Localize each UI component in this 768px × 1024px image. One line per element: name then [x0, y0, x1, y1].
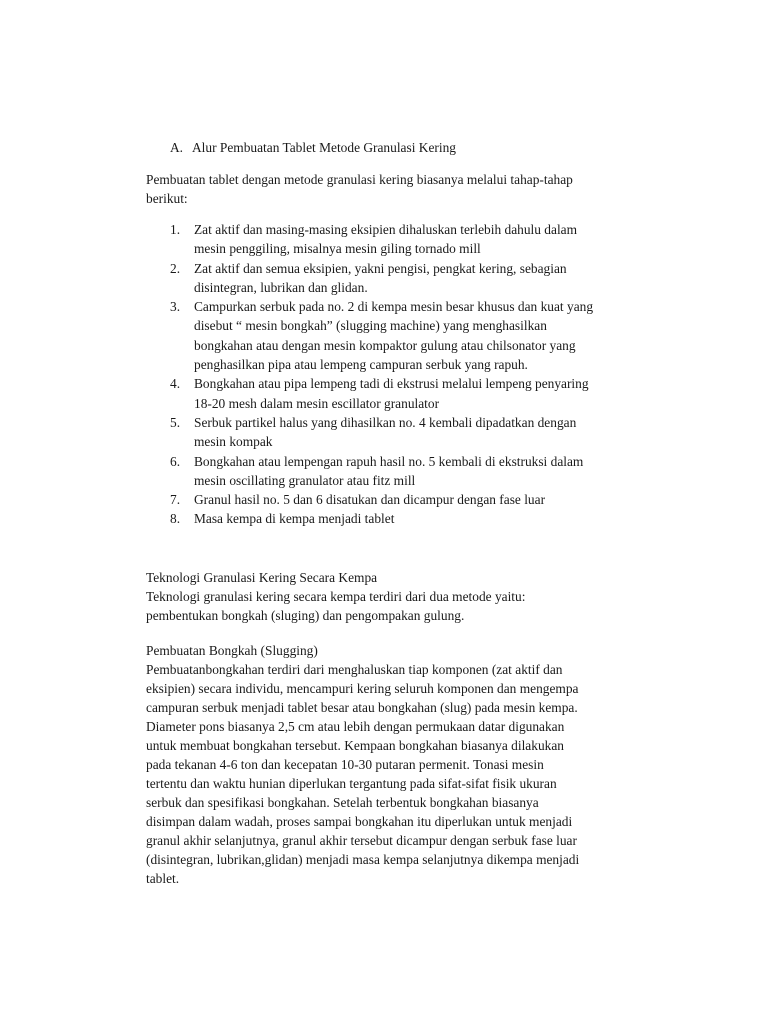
list-item-line: mesin penggiling, misalnya mesin giling tornado mill [194, 241, 481, 257]
list-number: 5. [170, 414, 181, 430]
list-item [146, 490, 666, 509]
list-number: 8. [170, 511, 181, 527]
list-item [146, 297, 666, 374]
list-item-line: Serbuk partikel halus yang dihasilkan no. 4 kembali dipadatkan dengan [194, 414, 577, 430]
list-item [146, 220, 666, 259]
list-item-line: Campurkan serbuk pada no. 2 di kempa mesin besar khusus dan kuat yang [194, 299, 594, 315]
paragraph-line: serbuk dan spesifikasi bongkahan. Setelah terbentuk bongkahan biasanya [146, 795, 539, 810]
list-item-line: Zat aktif dan semua eksipien, yakni pengisi, pengkat kering, sebagian [194, 260, 567, 276]
paragraph-line: pembentukan bongkah (sluging) dan pengompakan gulung. [146, 608, 465, 623]
list-item-line: Bongkahan atau pipa lempeng tadi di ekstrusi melalui lempeng penyaring [194, 376, 589, 392]
paragraph-line: Pembuatanbongkahan terdiri dari menghaluskan tiap komponen (zat aktif dan [146, 662, 563, 677]
list-number: 2. [170, 260, 181, 276]
section-heading [170, 138, 456, 157]
paragraph-line: eksipien) secara individu, mencampuri kering seluruh komponen dan mengempa [146, 681, 579, 696]
list-item-line: Bongkahan atau lempengan rapuh hasil no. 5 kembali di ekstruksi dalam [194, 453, 584, 469]
list-item [146, 259, 666, 298]
list-item [146, 452, 666, 491]
paragraph-line: pada tekanan 4-6 ton dan kecepatan 10-30 putaran permenit. Tonasi mesin [146, 757, 544, 772]
paragraph-line: Teknologi granulasi kering secara kempa terdiri dari dua metode yaitu: [146, 589, 526, 604]
slugging-section [146, 641, 666, 888]
list-item [146, 509, 666, 528]
paragraph-line: campuran serbuk menjadi tablet besar atau bongkahan (slug) pada mesin kempa. [146, 700, 578, 715]
intro-line: Pembuatan tablet dengan metode granulasi kering biasanya melalui tahap-tahap [146, 172, 573, 187]
paragraph-line: Diameter pons biasanya 2,5 cm atau lebih dengan permukaan datar digunakan [146, 719, 565, 734]
list-item-line: disebut “ mesin bongkah” (slugging machine) yang menghasilkan [194, 318, 547, 334]
list-item [146, 413, 666, 452]
list-item-line: 18-20 mesh dalam mesin escillator granulator [194, 395, 440, 411]
list-item-line: disintegran, lubrikan dan glidan. [194, 279, 368, 295]
list-number: 4. [170, 376, 181, 392]
list-item-line: Masa kempa di kempa menjadi tablet [194, 511, 395, 527]
paragraph-line: granul akhir selanjutnya, granul akhir tersebut dicampur dengan serbuk fase luar [146, 833, 577, 848]
paragraph-line: (disintegran, lubrikan,glidan) menjadi masa kempa selanjutnya dikempa menjadi [146, 852, 580, 867]
paragraph-line: untuk membuat bongkahan tersebut. Kempaan bongkahan biasanya dilakukan [146, 738, 564, 753]
list-item-line: Zat aktif dan masing-masing eksipien dihaluskan terlebih dahulu dalam [194, 222, 578, 237]
list-number: 6. [170, 453, 181, 469]
granulation-technology-section [146, 568, 666, 625]
list-number: 7. [170, 492, 181, 508]
list-item-line: bongkahan atau dengan mesin kompaktor gulung atau chilsonator yang [194, 337, 576, 353]
heading-title: Alur Pembuatan Tablet Metode Granulasi Kering [192, 140, 456, 155]
list-number: 1. [170, 222, 181, 237]
list-number: 3. [170, 299, 181, 315]
list-item-line: mesin kompak [194, 434, 273, 450]
paragraph-line: tablet. [146, 871, 180, 886]
list-item-line: penghasilkan pipa atau lempeng campuran serbuk yang rapuh. [194, 357, 528, 373]
section-title: Teknologi Granulasi Kering Secara Kempa [146, 570, 378, 585]
steps-list [146, 220, 666, 529]
list-item-line: Granul hasil no. 5 dan 6 disatukan dan dicampur dengan fase luar [194, 492, 546, 508]
paragraph-line: tertentu dan waktu hunian diperlukan tergantung pada sifat-sifat fisik ukuran [146, 776, 557, 791]
list-item-line: mesin oscillating granulator atau fitz mill [194, 472, 416, 488]
heading-letter: A. [170, 140, 184, 155]
intro-line: berikut: [146, 191, 188, 206]
section-title: Pembuatan Bongkah (Slugging) [146, 643, 318, 658]
list-item [146, 374, 666, 413]
paragraph-line: disimpan dalam wadah, proses sampai bongkahan itu diperlukan untuk menjadi [146, 814, 573, 829]
intro-paragraph [146, 170, 666, 208]
